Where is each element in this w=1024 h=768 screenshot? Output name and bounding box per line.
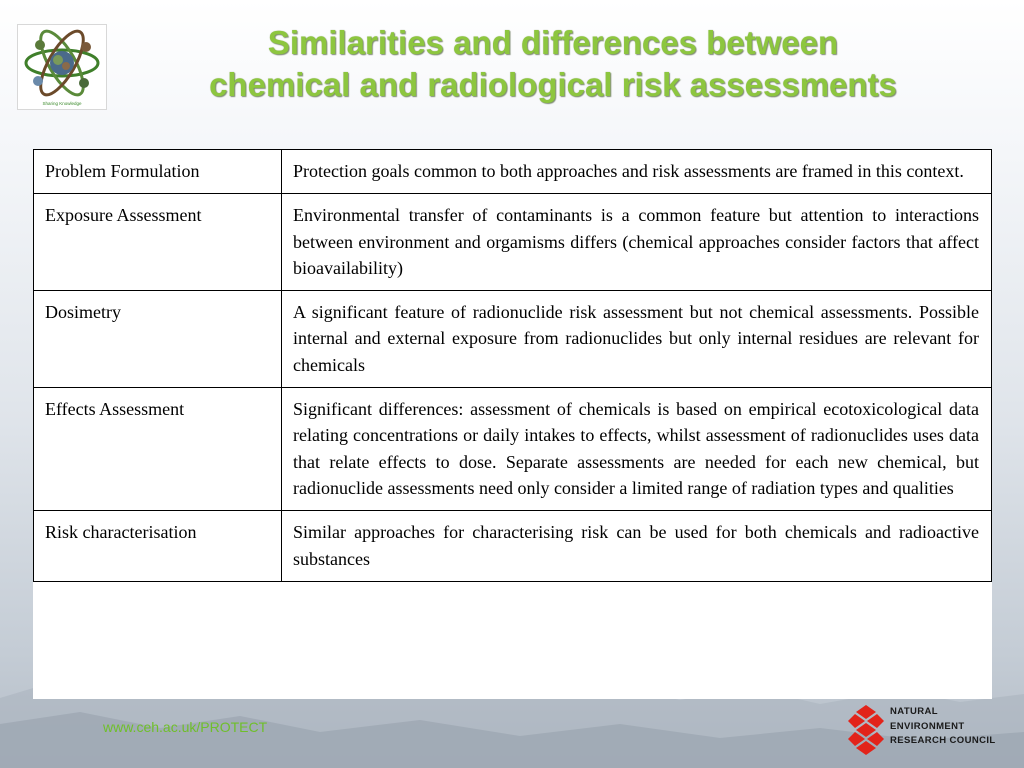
nerc-logo-icon [846, 703, 886, 755]
table-row [34, 511, 992, 582]
row-description: Environmental transfer of contaminants is a common feature but attention to interactions between environment and orgamisms differs (chemical approaches consider factors that affect bioavailability) [282, 194, 992, 291]
nerc-line-3: RESEARCH COUNCIL [890, 735, 996, 746]
row-label: Effects Assessment [34, 388, 282, 511]
nerc-logo [846, 703, 996, 757]
row-label: Exposure Assessment [34, 194, 282, 291]
atom-orbit-logo-icon [18, 25, 106, 101]
comparison-table [33, 149, 992, 582]
table-row [34, 291, 992, 388]
comparison-table-panel [33, 149, 992, 699]
table-row [34, 388, 992, 511]
table-row [34, 194, 992, 291]
slide-title [110, 22, 996, 106]
slide-title-line-1: Similarities and differences between [267, 24, 839, 61]
slide-title-line-2: chemical and radiological risk assessments [209, 66, 897, 103]
row-description: A significant feature of radionuclide risk assessment but not chemical assessments. Possible internal and external exposure from radionuclides but only internal residues are relevant for chemicals [282, 291, 992, 388]
protect-logo [17, 24, 107, 110]
row-label: Problem Formulation [34, 150, 282, 194]
row-description: Significant differences: assessment of chemicals is based on empirical ecotoxicological data relating concentrations or daily intakes to effects, whilst assessment of radionuclides uses data that relate effects to dose. Separate assessments are needed for each new chemical, but radionuclide assessments need only consider a limited range of radiation types and qualities [282, 388, 992, 511]
protect-website-link[interactable]: www.ceh.ac.uk/PROTECT [103, 719, 268, 735]
row-description: Protection goals common to both approaches and risk assessments are framed in this context. [282, 150, 992, 194]
table-row [34, 150, 992, 194]
nerc-line-2: ENVIRONMENT [890, 720, 965, 732]
nerc-line-1: NATURAL [890, 706, 939, 717]
row-label: Risk characterisation [34, 511, 282, 582]
logo-tagline: Sharing Knowledge [42, 101, 82, 106]
row-description: Similar approaches for characterising risk can be used for both chemicals and radioactive substances [282, 511, 992, 582]
nerc-wordmark [890, 705, 996, 749]
row-label: Dosimetry [34, 291, 282, 388]
